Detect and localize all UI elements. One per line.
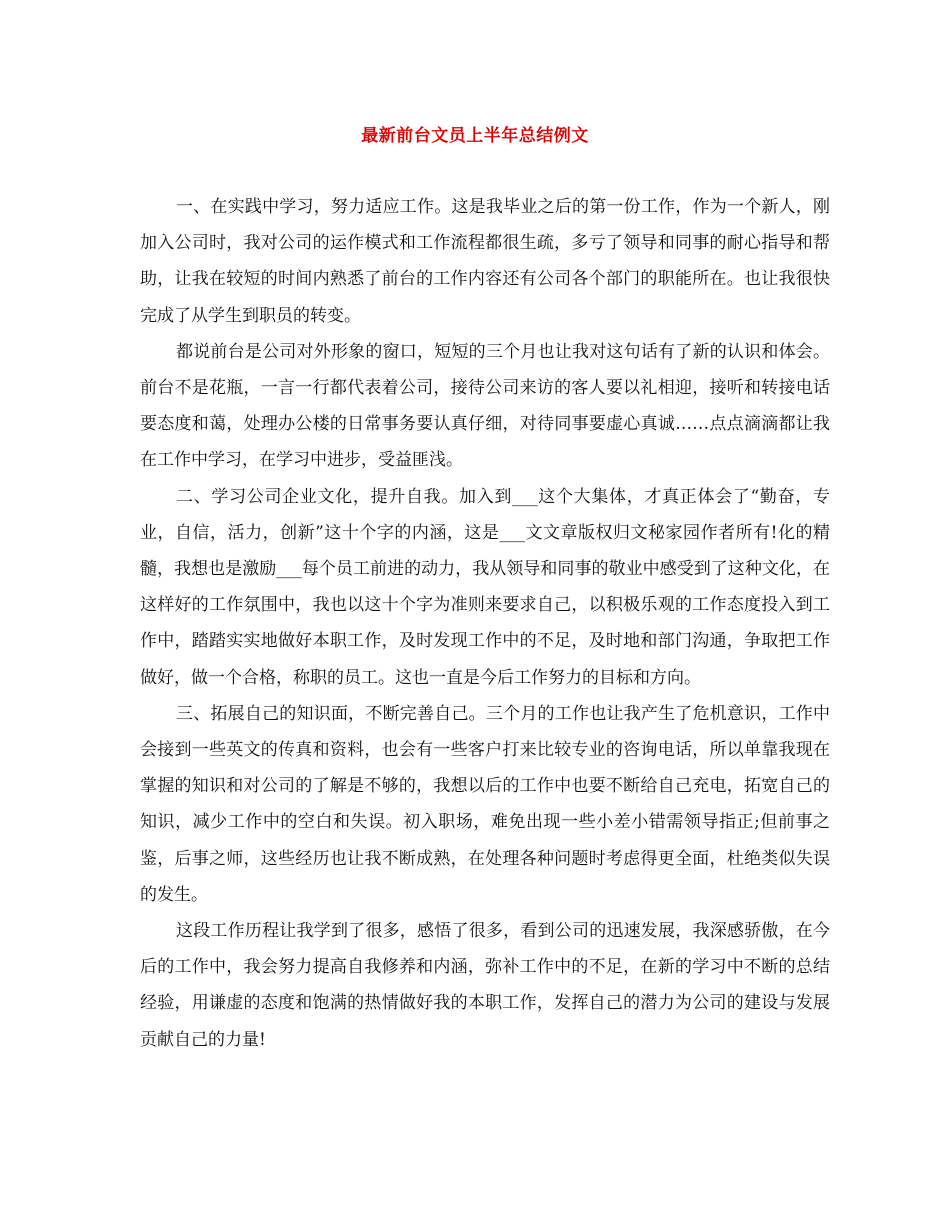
paragraph-2: 都说前台是公司对外形象的窗口，短短的三个月也让我对这句话有了新的认识和体会。前台不是花瓶，一言一行都代表着公司，接待公司来访的客人要以礼相迎，接听和转接电话要态度和蔼，处理办公楼的日常事务要认真仔细，对待同事要虚心真诚……点点滴滴都让我在工作中学习，在学习中进步，受益匪浅。 <box>140 341 830 471</box>
paragraph-3: 二、学习公司企业文化，提升自我。加入到___这个大集体，才真正体会了“勤奋，专业，自信，活力，创新”这十个字的内涵，这是___文文章版权归文秘家园作者所有!化的精髓，我想也是激励___每个员工前进的动力，我从领导和同事的敬业中感受到了这种文化，在这样好的工作氛围中，我也以这十个字为准则来要求自己，以积极乐观的工作态度投入到工作中，踏踏实实地做好本职工作，及时发现工作中的不足，及时地和部门沟通，争取把工作做好，做一个合格，称职的员工。这也一直是今后工作努力的目标和方向。 <box>140 486 830 688</box>
document-body <box>140 189 830 1058</box>
paragraph-4: 三、拓展自己的知识面，不断完善自己。三个月的工作也让我产生了危机意识，工作中会接到一些英文的传真和资料，也会有一些客户打来比较专业的咨询电话，所以单靠我现在掌握的知识和对公司的了解是不够的，我想以后的工作中也要不断给自己充电，拓宽自己的知识，减少工作中的空白和失误。初入职场，难免出现一些小差小错需领导指正;但前事之鉴，后事之师，这些经历也让我不断成熟，在处理各种问题时考虑得更全面，杜绝类似失误的发生。 <box>140 703 830 905</box>
paragraph-5: 这段工作历程让我学到了很多，感悟了很多，看到公司的迅速发展，我深感骄傲，在今后的工作中，我会努力提高自我修养和内涵，弥补工作中的不足，在新的学习中不断的总结经验，用谦虚的态度和饱满的热情做好我的本职工作，发挥自己的潜力为公司的建设与发展贡献自己的力量! <box>140 921 830 1050</box>
paragraph-1: 一、在实践中学习，努力适应工作。这是我毕业之后的第一份工作，作为一个新人，刚加入公司时，我对公司的运作模式和工作流程都很生疏，多亏了领导和同事的耐心指导和帮助，让我在较短的时间内熟悉了前台的工作内容还有公司各个部门的职能所在。也让我很快完成了从学生到职员的转变。 <box>140 197 830 326</box>
document-title: 最新前台文员上半年总结例文 <box>361 126 589 146</box>
